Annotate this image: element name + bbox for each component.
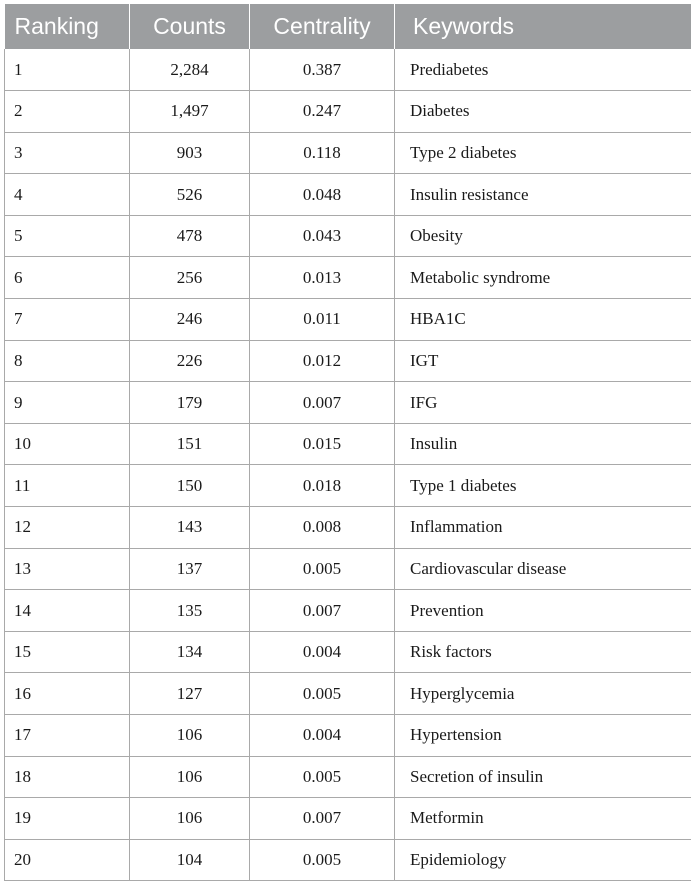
cell-ranking: 20 [5, 839, 130, 881]
cell-ranking: 1 [5, 49, 130, 91]
cell-ranking: 12 [5, 507, 130, 549]
header-counts: Counts [130, 4, 250, 49]
header-keywords: Keywords [395, 4, 691, 49]
table-row [5, 465, 691, 507]
cell-keyword: Insulin resistance [395, 174, 691, 216]
cell-keyword: Epidemiology [395, 839, 691, 881]
cell-centrality: 0.008 [250, 507, 395, 549]
cell-counts: 526 [130, 174, 250, 216]
cell-ranking: 18 [5, 756, 130, 798]
table-body [5, 49, 691, 881]
cell-ranking: 17 [5, 715, 130, 757]
cell-ranking: 19 [5, 798, 130, 840]
cell-keyword: IGT [395, 340, 691, 382]
cell-centrality: 0.005 [250, 673, 395, 715]
cell-centrality: 0.005 [250, 548, 395, 590]
table-row [5, 673, 691, 715]
cell-centrality: 0.015 [250, 423, 395, 465]
table-row [5, 215, 691, 257]
cell-counts: 903 [130, 132, 250, 174]
cell-counts: 135 [130, 590, 250, 632]
table-header-row [5, 4, 691, 49]
cell-ranking: 10 [5, 423, 130, 465]
cell-counts: 256 [130, 257, 250, 299]
cell-centrality: 0.011 [250, 299, 395, 341]
cell-centrality: 0.387 [250, 49, 395, 91]
table-row [5, 548, 691, 590]
table-row [5, 132, 691, 174]
table-row [5, 174, 691, 216]
cell-counts: 104 [130, 839, 250, 881]
cell-centrality: 0.043 [250, 215, 395, 257]
cell-keyword: Diabetes [395, 91, 691, 133]
cell-centrality: 0.007 [250, 382, 395, 424]
cell-keyword: Insulin [395, 423, 691, 465]
cell-ranking: 13 [5, 548, 130, 590]
cell-centrality: 0.005 [250, 756, 395, 798]
cell-centrality: 0.048 [250, 174, 395, 216]
cell-centrality: 0.004 [250, 715, 395, 757]
cell-counts: 1,497 [130, 91, 250, 133]
cell-ranking: 11 [5, 465, 130, 507]
table-row [5, 257, 691, 299]
table-row [5, 839, 691, 881]
cell-centrality: 0.118 [250, 132, 395, 174]
cell-ranking: 3 [5, 132, 130, 174]
cell-keyword: Risk factors [395, 631, 691, 673]
cell-keyword: Inflammation [395, 507, 691, 549]
cell-keyword: Hypertension [395, 715, 691, 757]
cell-counts: 137 [130, 548, 250, 590]
cell-centrality: 0.247 [250, 91, 395, 133]
table-row [5, 49, 691, 91]
table-row [5, 756, 691, 798]
table-row [5, 91, 691, 133]
table-row [5, 382, 691, 424]
cell-centrality: 0.007 [250, 798, 395, 840]
cell-counts: 143 [130, 507, 250, 549]
cell-keyword: Prediabetes [395, 49, 691, 91]
cell-counts: 106 [130, 798, 250, 840]
cell-counts: 246 [130, 299, 250, 341]
cell-ranking: 5 [5, 215, 130, 257]
cell-keyword: HBA1C [395, 299, 691, 341]
cell-counts: 106 [130, 715, 250, 757]
table-row [5, 798, 691, 840]
cell-centrality: 0.007 [250, 590, 395, 632]
cell-counts: 134 [130, 631, 250, 673]
table-row [5, 715, 691, 757]
cell-centrality: 0.013 [250, 257, 395, 299]
cell-keyword: Obesity [395, 215, 691, 257]
cell-counts: 179 [130, 382, 250, 424]
cell-ranking: 16 [5, 673, 130, 715]
cell-counts: 150 [130, 465, 250, 507]
header-centrality: Centrality [250, 4, 395, 49]
table-row [5, 590, 691, 632]
cell-counts: 151 [130, 423, 250, 465]
header-ranking: Ranking [14, 13, 99, 39]
table-row [5, 631, 691, 673]
cell-ranking: 8 [5, 340, 130, 382]
cell-keyword: Type 1 diabetes [395, 465, 691, 507]
cell-ranking: 9 [5, 382, 130, 424]
cell-ranking: 14 [5, 590, 130, 632]
cell-keyword: Metformin [395, 798, 691, 840]
keywords-table [4, 4, 691, 881]
cell-ranking: 4 [5, 174, 130, 216]
cell-ranking: 7 [5, 299, 130, 341]
cell-keyword: IFG [395, 382, 691, 424]
cell-centrality: 0.018 [250, 465, 395, 507]
cell-centrality: 0.005 [250, 839, 395, 881]
cell-counts: 478 [130, 215, 250, 257]
cell-counts: 127 [130, 673, 250, 715]
cell-keyword: Secretion of insulin [395, 756, 691, 798]
cell-ranking: 15 [5, 631, 130, 673]
cell-counts: 106 [130, 756, 250, 798]
cell-counts: 226 [130, 340, 250, 382]
cell-keyword: Hyperglycemia [395, 673, 691, 715]
table-row [5, 423, 691, 465]
cell-keyword: Metabolic syndrome [395, 257, 691, 299]
table-row [5, 340, 691, 382]
cell-ranking: 6 [5, 257, 130, 299]
cell-ranking: 2 [5, 91, 130, 133]
cell-centrality: 0.012 [250, 340, 395, 382]
cell-keyword: Type 2 diabetes [395, 132, 691, 174]
cell-keyword: Prevention [395, 590, 691, 632]
cell-keyword: Cardiovascular disease [395, 548, 691, 590]
table-row [5, 507, 691, 549]
table-row [5, 299, 691, 341]
cell-counts: 2,284 [130, 49, 250, 91]
cell-centrality: 0.004 [250, 631, 395, 673]
